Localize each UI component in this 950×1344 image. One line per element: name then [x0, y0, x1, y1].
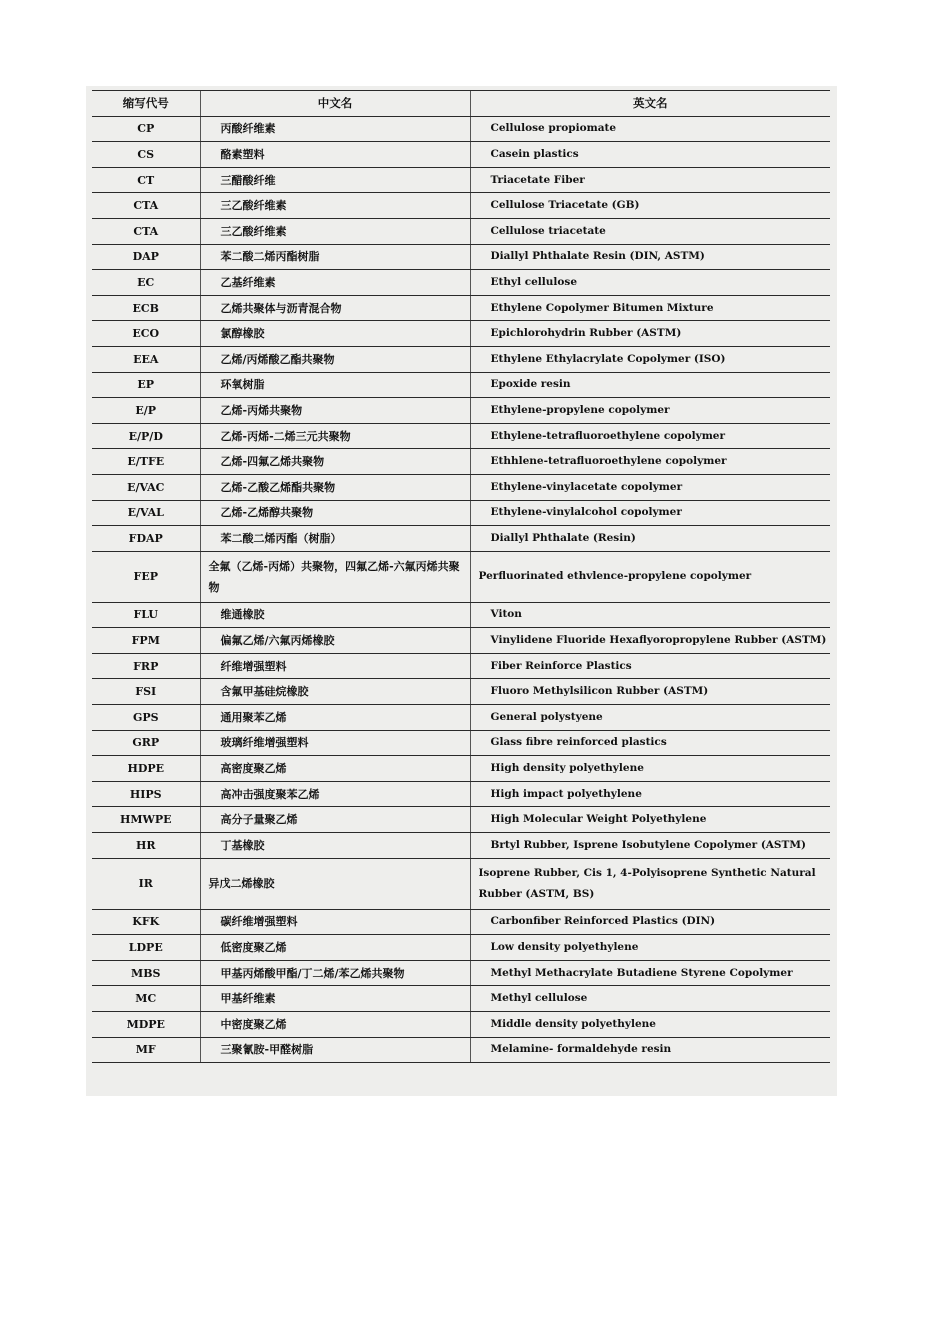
cell-chinese-name: 低密度聚乙烯: [200, 935, 470, 961]
cell-chinese-name: 异戊二烯橡胶: [200, 858, 470, 909]
table-row: [92, 705, 830, 731]
table-row: [92, 449, 830, 475]
abbreviation-table: [92, 90, 830, 1063]
cell-chinese-name: 丙酸纤维素: [200, 116, 470, 142]
cell-abbreviation: ECB: [92, 295, 200, 321]
table-row: [92, 628, 830, 654]
cell-english-name: Viton: [470, 602, 830, 628]
table-row: [92, 781, 830, 807]
cell-chinese-name: 三乙酸纤维素: [200, 218, 470, 244]
cell-chinese-name: 酪素塑料: [200, 142, 470, 168]
cell-abbreviation: FDAP: [92, 526, 200, 552]
cell-english-name: Ethylene Copolymer Bitumen Mixture: [470, 295, 830, 321]
cell-abbreviation: CTA: [92, 218, 200, 244]
table-row: [92, 321, 830, 347]
cell-english-name: Diallyl Phthalate Resin (DIN, ASTM): [470, 244, 830, 270]
cell-abbreviation: DAP: [92, 244, 200, 270]
cell-english-name: Ethylene-tetrafluoroethylene copolymer: [470, 423, 830, 449]
cell-abbreviation: CT: [92, 167, 200, 193]
table-row: [92, 346, 830, 372]
cell-abbreviation: CP: [92, 116, 200, 142]
cell-chinese-name: 苯二酸二烯丙酯（树脂）: [200, 526, 470, 552]
cell-english-name: Middle density polyethylene: [470, 1012, 830, 1038]
table-row: [92, 807, 830, 833]
cell-chinese-name: 乙烯共聚体与沥青混合物: [200, 295, 470, 321]
cell-chinese-name: 丁基橡胶: [200, 833, 470, 859]
cell-chinese-name: 乙烯-乙烯醇共聚物: [200, 500, 470, 526]
table-row: [92, 295, 830, 321]
cell-chinese-name: 含氟甲基硅烷橡胶: [200, 679, 470, 705]
cell-english-name: Cellulose propiomate: [470, 116, 830, 142]
cell-chinese-name: 通用聚苯乙烯: [200, 705, 470, 731]
cell-chinese-name: 苯二酸二烯丙酯树脂: [200, 244, 470, 270]
cell-chinese-name: 甲基纤维素: [200, 986, 470, 1012]
cell-chinese-name: 乙烯-丙烯共聚物: [200, 398, 470, 424]
cell-abbreviation: HDPE: [92, 756, 200, 782]
cell-english-name: Casein plastics: [470, 142, 830, 168]
cell-english-name: High density polyethylene: [470, 756, 830, 782]
cell-chinese-name: 三聚氰胺-甲醛树脂: [200, 1037, 470, 1063]
cell-abbreviation: MDPE: [92, 1012, 200, 1038]
cell-chinese-name: 维通橡胶: [200, 602, 470, 628]
cell-abbreviation: E/TFE: [92, 449, 200, 475]
cell-english-name: Cellulose Triacetate (GB): [470, 193, 830, 219]
cell-english-name: Ethylene-propylene copolymer: [470, 398, 830, 424]
cell-abbreviation: E/P/D: [92, 423, 200, 449]
cell-chinese-name: 氯醇橡胶: [200, 321, 470, 347]
cell-chinese-name: 偏氟乙烯/六氟丙烯橡胶: [200, 628, 470, 654]
cell-abbreviation: MC: [92, 986, 200, 1012]
cell-english-name: Ethylene-vinylalcohol copolymer: [470, 500, 830, 526]
table-row: [92, 653, 830, 679]
cell-english-name: Cellulose triacetate: [470, 218, 830, 244]
cell-chinese-name: 乙烯-丙烯-二烯三元共聚物: [200, 423, 470, 449]
table-row: [92, 756, 830, 782]
cell-english-name: Ethyl cellulose: [470, 270, 830, 296]
table-row: [92, 218, 830, 244]
table-row: [92, 423, 830, 449]
cell-english-name: Epoxide resin: [470, 372, 830, 398]
cell-english-name: Brtyl Rubber, Isprene Isobutylene Copolymer (ASTM): [470, 833, 830, 859]
cell-abbreviation: FLU: [92, 602, 200, 628]
table-row: [92, 398, 830, 424]
table-row: [92, 833, 830, 859]
cell-english-name: Diallyl Phthalate (Resin): [470, 526, 830, 552]
header-abbreviation: 缩写代号: [92, 91, 200, 117]
table-row: [92, 551, 830, 602]
table-row: [92, 858, 830, 909]
cell-abbreviation: ECO: [92, 321, 200, 347]
cell-chinese-name: 甲基丙烯酸甲酯/丁二烯/苯乙烯共聚物: [200, 960, 470, 986]
cell-abbreviation: E/P: [92, 398, 200, 424]
cell-english-name: Carbonfiber Reinforced Plastics (DIN): [470, 909, 830, 935]
cell-abbreviation: KFK: [92, 909, 200, 935]
cell-english-name: Methyl cellulose: [470, 986, 830, 1012]
cell-abbreviation: LDPE: [92, 935, 200, 961]
cell-english-name: Methyl Methacrylate Butadiene Styrene Copolymer: [470, 960, 830, 986]
cell-english-name: Ethhlene-tetrafluoroethylene copolymer: [470, 449, 830, 475]
cell-chinese-name: 三乙酸纤维素: [200, 193, 470, 219]
cell-abbreviation: FRP: [92, 653, 200, 679]
cell-english-name: Melamine- formaldehyde resin: [470, 1037, 830, 1063]
cell-abbreviation: GPS: [92, 705, 200, 731]
cell-english-name: Epichlorohydrin Rubber (ASTM): [470, 321, 830, 347]
table-row: [92, 909, 830, 935]
cell-chinese-name: 乙基纤维素: [200, 270, 470, 296]
cell-english-name: Glass fibre reinforced plastics: [470, 730, 830, 756]
cell-abbreviation: E/VAL: [92, 500, 200, 526]
table-row: [92, 1012, 830, 1038]
cell-abbreviation: MF: [92, 1037, 200, 1063]
cell-abbreviation: MBS: [92, 960, 200, 986]
table-row: [92, 730, 830, 756]
header-english-name: 英文名: [470, 91, 830, 117]
cell-chinese-name: 中密度聚乙烯: [200, 1012, 470, 1038]
cell-english-name: Perfluorinated ethvlence-propylene copolymer: [470, 551, 830, 602]
table-row: [92, 270, 830, 296]
cell-chinese-name: 全氟（乙烯-丙烯）共聚物，四氟乙烯-六氟丙烯共聚物: [200, 551, 470, 602]
table-row: [92, 372, 830, 398]
cell-chinese-name: 高冲击强度聚苯乙烯: [200, 781, 470, 807]
table-row: [92, 986, 830, 1012]
cell-english-name: Low density polyethylene: [470, 935, 830, 961]
cell-english-name: Fluoro Methylsilicon Rubber (ASTM): [470, 679, 830, 705]
table-row: [92, 474, 830, 500]
cell-chinese-name: 乙烯-四氟乙烯共聚物: [200, 449, 470, 475]
cell-english-name: Ethylene Ethylacrylate Copolymer (ISO): [470, 346, 830, 372]
table-row: [92, 935, 830, 961]
cell-abbreviation: FEP: [92, 551, 200, 602]
cell-abbreviation: GRP: [92, 730, 200, 756]
table-row: [92, 167, 830, 193]
cell-chinese-name: 纤维增强塑料: [200, 653, 470, 679]
cell-chinese-name: 碳纤维增强塑料: [200, 909, 470, 935]
cell-abbreviation: EEA: [92, 346, 200, 372]
table-row: [92, 960, 830, 986]
table-row: [92, 193, 830, 219]
cell-english-name: Isoprene Rubber, Cis 1, 4-Polyisoprene Synthetic Natural Rubber (ASTM, BS): [470, 858, 830, 909]
header-chinese-name: 中文名: [200, 91, 470, 117]
table-body: [92, 116, 830, 1063]
cell-english-name: Fiber Reinforce Plastics: [470, 653, 830, 679]
table-row: [92, 500, 830, 526]
cell-abbreviation: IR: [92, 858, 200, 909]
cell-chinese-name: 玻璃纤维增强塑料: [200, 730, 470, 756]
cell-abbreviation: EC: [92, 270, 200, 296]
cell-abbreviation: E/VAC: [92, 474, 200, 500]
table-row: [92, 116, 830, 142]
cell-english-name: Ethylene-vinylacetate copolymer: [470, 474, 830, 500]
cell-abbreviation: HR: [92, 833, 200, 859]
cell-english-name: Vinylidene Fluoride Hexaflyoropropylene Rubber (ASTM): [470, 628, 830, 654]
cell-english-name: Triacetate Fiber: [470, 167, 830, 193]
cell-chinese-name: 乙烯/丙烯酸乙酯共聚物: [200, 346, 470, 372]
cell-chinese-name: 高密度聚乙烯: [200, 756, 470, 782]
cell-english-name: General polystyene: [470, 705, 830, 731]
cell-abbreviation: FPM: [92, 628, 200, 654]
cell-chinese-name: 高分子量聚乙烯: [200, 807, 470, 833]
cell-abbreviation: FSI: [92, 679, 200, 705]
table-row: [92, 142, 830, 168]
cell-chinese-name: 三醋酸纤维: [200, 167, 470, 193]
cell-abbreviation: CTA: [92, 193, 200, 219]
table-row: [92, 244, 830, 270]
table-row: [92, 679, 830, 705]
cell-english-name: High impact polyethylene: [470, 781, 830, 807]
cell-chinese-name: 乙烯-乙酸乙烯酯共聚物: [200, 474, 470, 500]
cell-abbreviation: HMWPE: [92, 807, 200, 833]
table-row: [92, 602, 830, 628]
cell-chinese-name: 环氧树脂: [200, 372, 470, 398]
table-header-row: [92, 91, 830, 117]
cell-abbreviation: HIPS: [92, 781, 200, 807]
cell-abbreviation: EP: [92, 372, 200, 398]
table-row: [92, 526, 830, 552]
cell-english-name: High Molecular Weight Polyethylene: [470, 807, 830, 833]
table-row: [92, 1037, 830, 1063]
cell-abbreviation: CS: [92, 142, 200, 168]
